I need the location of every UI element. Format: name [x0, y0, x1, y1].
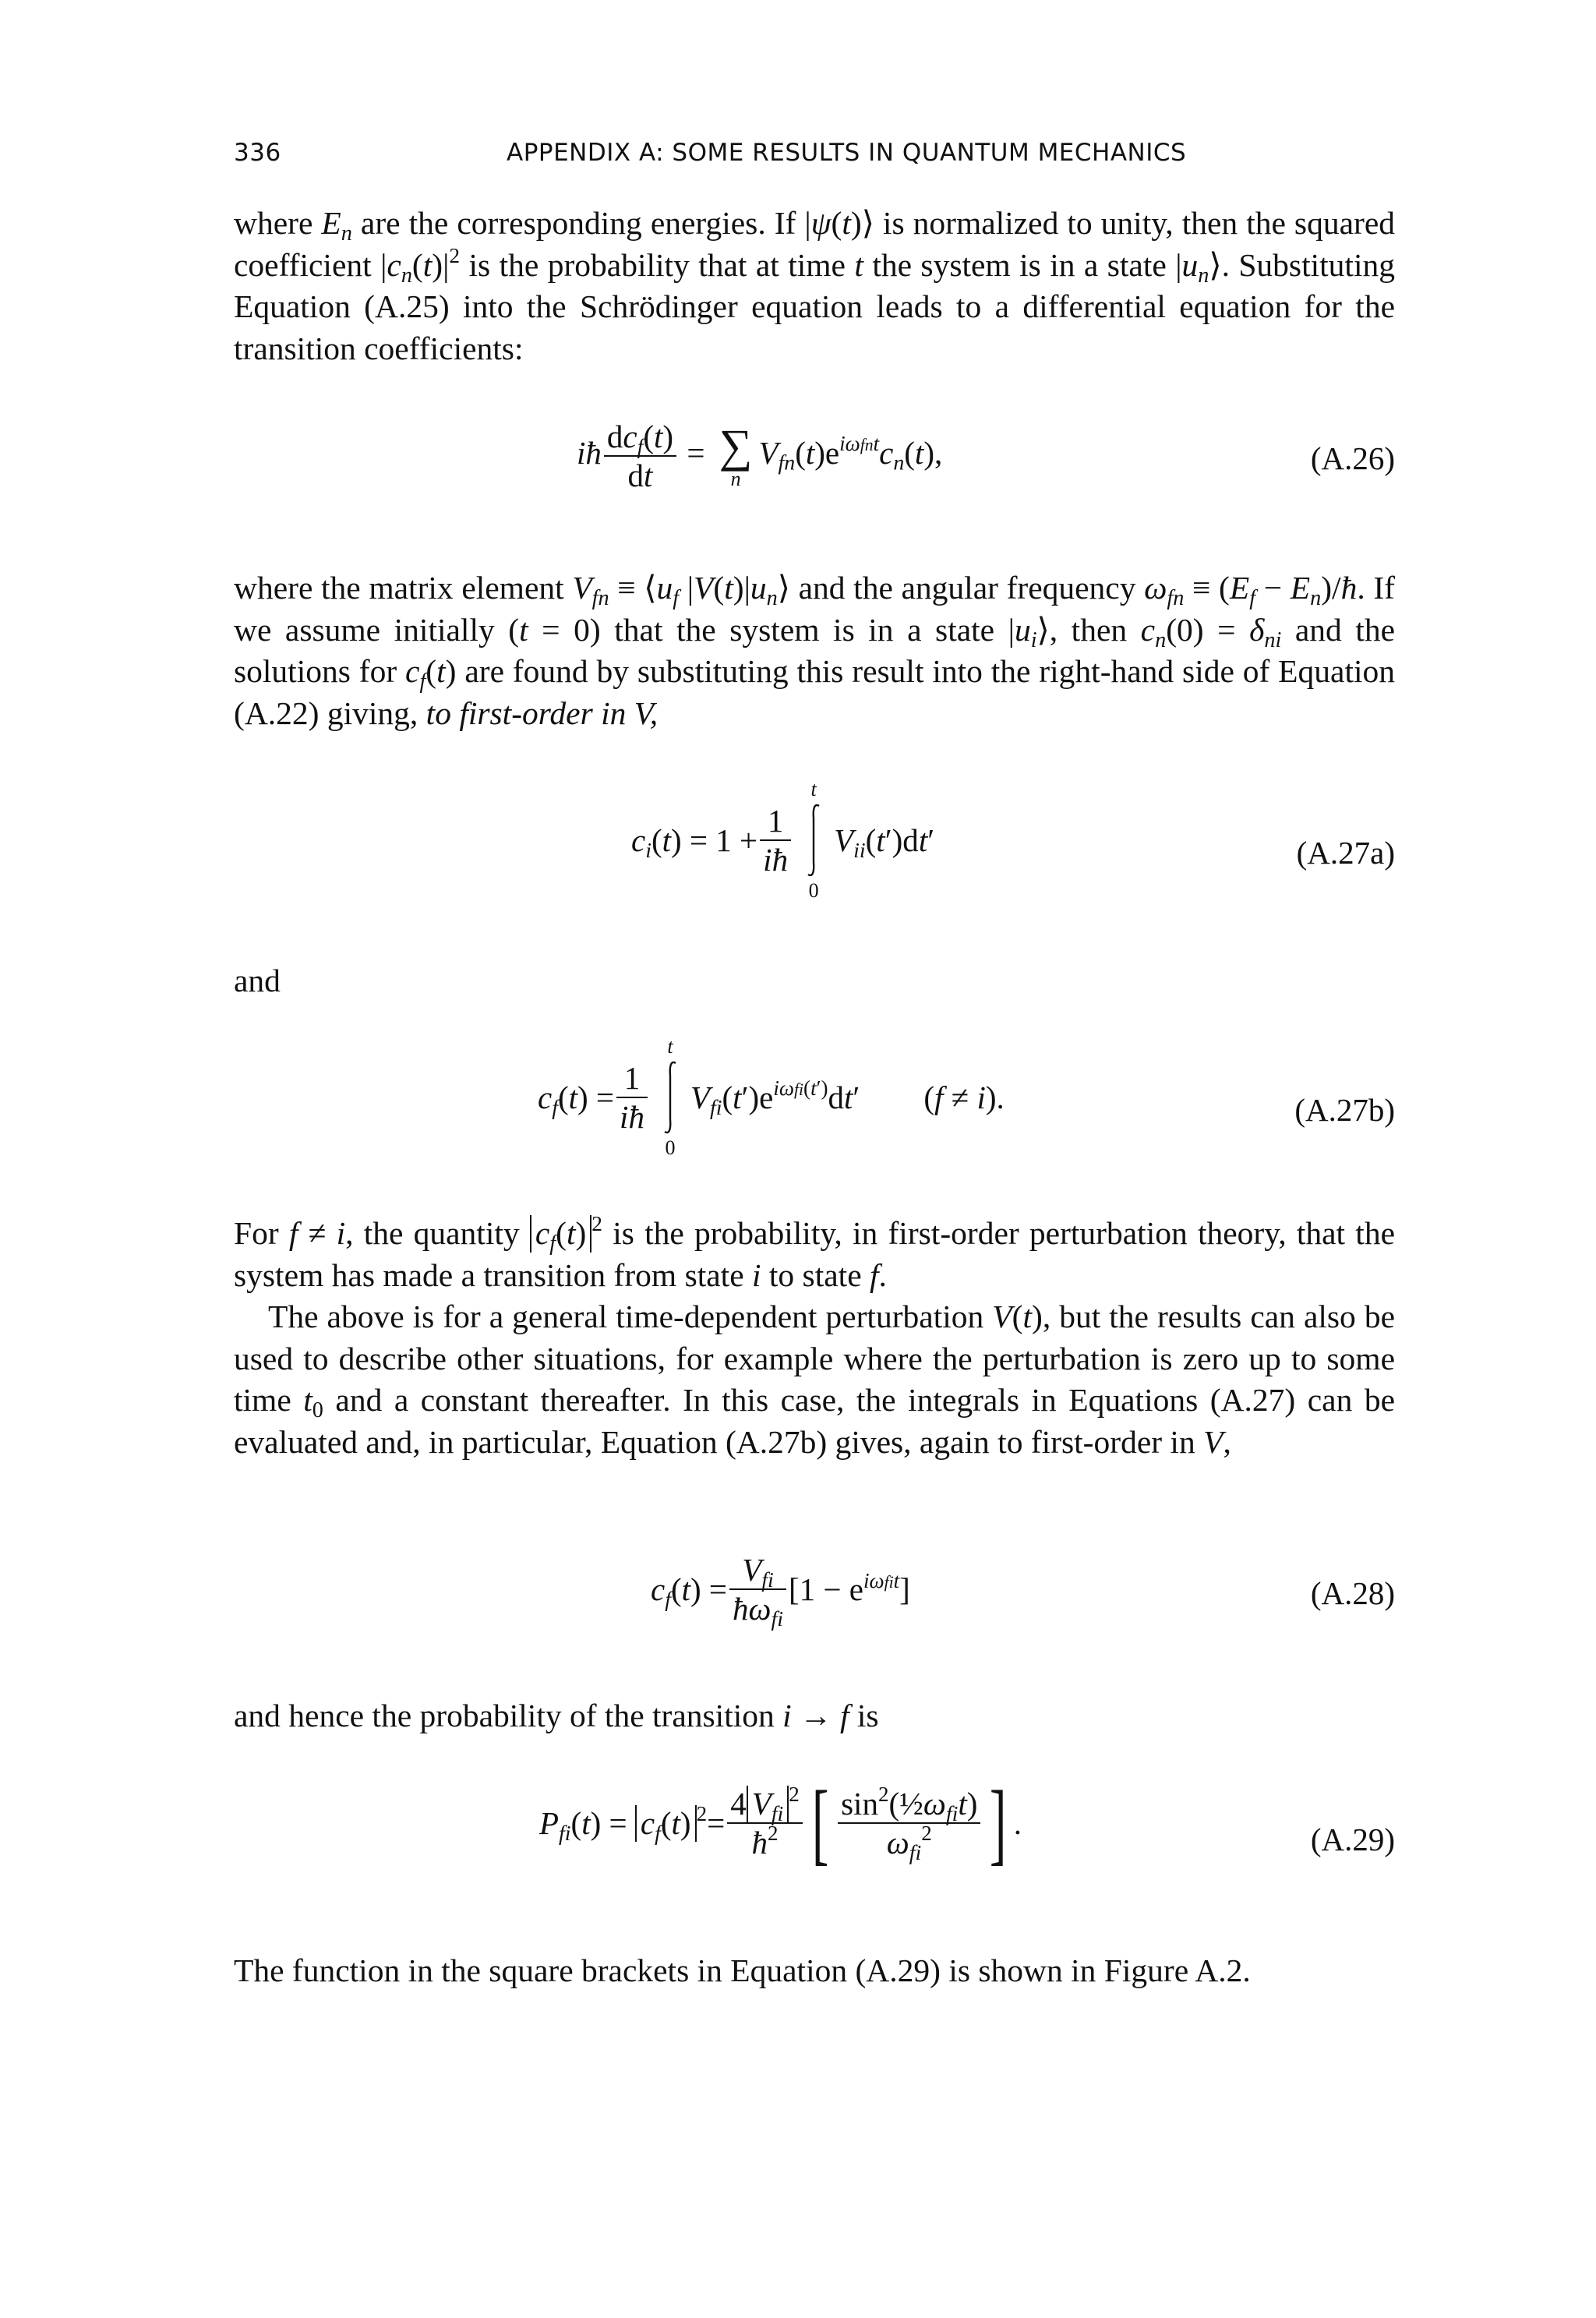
equation-number-a27a: (A.27a): [1296, 835, 1395, 871]
paragraph-2: where the matrix element $V_{fn}$ ≡ $⟨u_f$ $|V(t)|u_n⟩$ and the angular frequency $\omega_{fn} \equiv (E_f$ − $E_n)/ħ$. If we assume initially (t = 0) that the system is in a state $|u_i⟩$, then $c_n(0) = \delta_{ni}$ and the solutions for $c_f(t)$ are found by substituting this result into the right-hand side of Equation (A.22) giving, to first-order in V,: [234, 570, 1396, 731]
running-header: [234, 139, 1395, 173]
equation-a28: $c_f(t)$ = $\frac{V_{fi}}{ħ\omega_{fi}}$ $[1 - e^{i\omega fit}]$ (A.28): [651, 1552, 1395, 1632]
equation-number-a26: (A.26): [1310, 440, 1395, 476]
paragraph-3: For f ≠ i, the quantity $c_f(t)$ $^2$ is the probability, in first-order perturbation theory, that the system has made a transition from state i to state f.: [234, 1212, 1395, 1293]
equation-a26: iħ $\frac{dc_f(t)}{dt}$ = ∑ n $V_{fn}(t)e^{i\omega fnt}c_n(t)$, (A.26): [577, 419, 1395, 494]
page-number: 336: [234, 139, 281, 167]
connector-and: and: [234, 963, 281, 998]
equation-number-a29: (A.29): [1310, 1822, 1395, 1857]
paragraph-6: The function in the square brackets in Equation (A.29) is shown in Figure A.2.: [234, 1952, 1251, 1988]
equation-number-a28: (A.28): [1310, 1575, 1395, 1611]
paragraph-1: where $E_n$ are the corresponding energies. If |ψ(t)⟩ is normalized to unity, then the squared coefficient $|c_n(t)|^2$ is the probability that at time t the system is in a state $|u_n⟩$. Substituting Equation (A.25) into the Schrödinger equation leads to a differential equation for the transition coefficients:: [234, 205, 1395, 366]
paragraph-5: and hence the probability of the transition i → f is: [234, 1698, 879, 1733]
equation-a27a: $c_i(t) = 1$ + $\frac{1}{iħ}$ t 0 $V_{ii}(t')dt'$ (A.27a): [631, 778, 1395, 902]
equation-a29: $P_{fi}(t) = c_f(t)$ $^2$= $\frac{4 V_{fi}^2}{ħ^2}$ [ $\frac{\sin^2(\frac{1}{2}\omega_{fi}t)}{\omega_{fi}^2}$ ] . (A.29): [539, 1772, 1395, 1874]
equation-number-a27b: (A.27b): [1294, 1092, 1395, 1128]
running-title: APPENDIX A: SOME RESULTS IN QUANTUM MECHANICS: [507, 139, 1187, 167]
equation-a27b: $c_f(t)$ = $\frac{1}{iħ}$ t 0 $V_{fi}(t')e^{i\omega fi(t')}dt'$ (f ≠ i). (A.27b): [538, 1035, 1395, 1159]
paragraph-4: The above is for a general time-dependent perturbation V(t), but the results can also be used to describe other situations, for example where the perturbation is zero up to some time $t_0$ and a constant thereafter. In this case, the integrals in Equations (A.27) can be evaluated and, in particular, Equation (A.27b) gives, again to first-order in V,: [234, 1299, 1395, 1460]
